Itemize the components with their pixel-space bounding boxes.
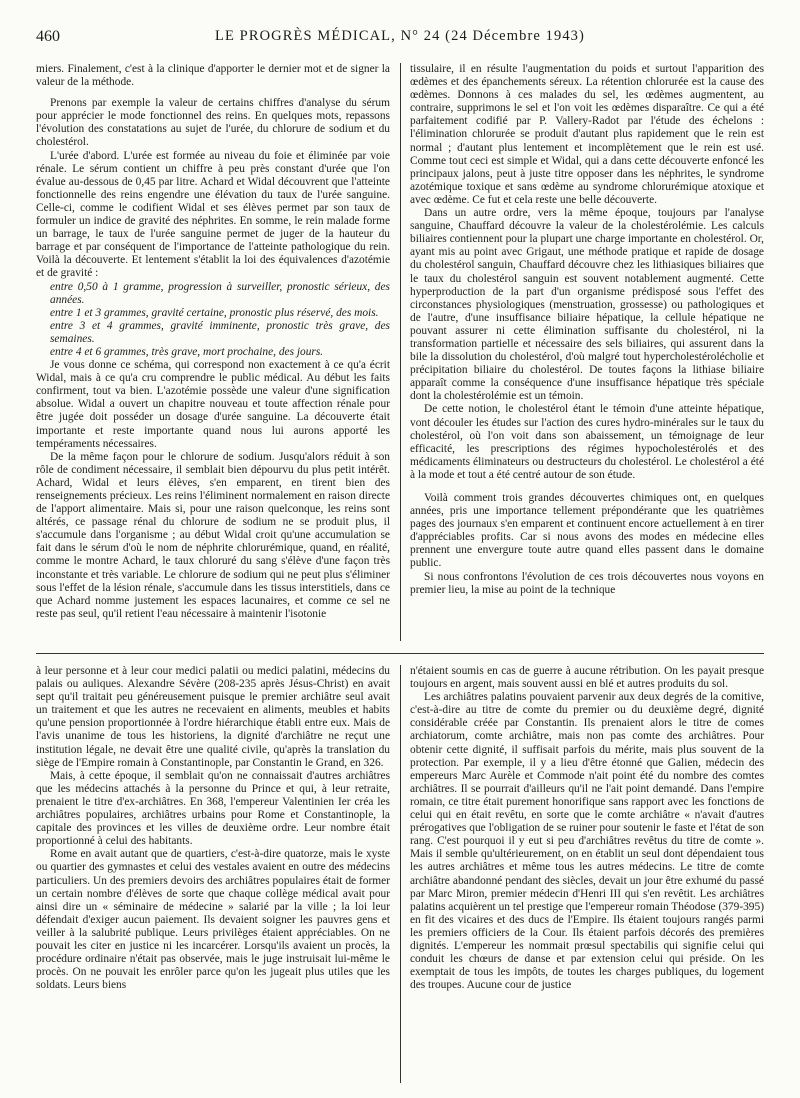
paragraph: Prenons par exemple la valeur de certains chiffres d'analyse du sérum pour apprécier le mode fonctionnel des reins. En quelques mots, repassons l'évolution des constatations au sujet de l'urée, du chlorure de sodium et du cholestérol. (36, 97, 390, 149)
paragraph: Voilà comment trois grandes découvertes chimiques ont, en quelques années, pris une importance tellement prépondérante que les quatrièmes pages des journaux s'en emparent et continuent encore actuellement à en tirer d'appréciables profits. Car si nous avons des modes en médecine elles prennent une envergure toute autre quand elles passent dans le domaine public. (410, 492, 764, 570)
top-right-column (410, 63, 764, 640)
section-divider (36, 653, 764, 654)
top-left-column (36, 63, 390, 640)
list-item: entre 3 et 4 grammes, gravité imminente, pronostic très grave, des semaines. (50, 319, 390, 345)
page-number: 460 (36, 28, 60, 45)
list-item: entre 1 et 3 grammes, gravité certaine, pronostic plus réservé, des mois. (50, 306, 379, 319)
list-item: entre 4 et 6 grammes, très grave, mort prochaine, des jours. (50, 345, 324, 358)
paragraph: L'urée d'abord. L'urée est formée au niveau du foie et éliminée par voie rénale. Le sérum contient un chiffre à peu près constant d'urée que l'on évalue au-dessous de 0,45 par litre. Achard et Widal découvrent que l'atteinte fonctionnelle des reins engendre une élévation du taux de l'urée sanguine. Celle-ci, comme le codifient Widal et ses élèves permet par son taux de formuler un indice de gravité des néphrites. En somme, le rein malade forme un barrage, le taux de l'urée sanguine permet de juger de la hauteur du barrage et par conséquent de l'importance de l'atteinte pathologique du rein. Voilà la découverte. Et lentement s'établit la loi des équivalences d'azotémie et de gravité : (36, 149, 390, 280)
paragraph: miers. Finalement, c'est à la clinique d'apporter le dernier mot et de signer la valeur de la méthode. (36, 63, 390, 89)
bottom-left-column (36, 665, 390, 1085)
paragraph: Je vous donne ce schéma, qui correspond non exactement à ce qu'a écrit Widal, mais à ce qu'a cru comprendre le public médical. Au début les faits confirment, tout va bien. L'azotémie possède une valeur d'une signification absolue. Widal a ouvert un chapitre nouveau et toute affection rénale pour être jugée doit posséder un dosage d'urée sanguine. La découverte était importante et reste importante quand nous lui aurons apporté les tempéraments nécessaires. (36, 359, 390, 450)
journal-title: LE PROGRÈS MÉDICAL, N° 24 (24 Décembre 1943) (215, 28, 585, 44)
paragraph: Rome en avait autant que de quartiers, c'est-à-dire quatorze, mais le xyste ou quartier des gymnastes et celui des vestales avaient en outre des médecins particuliers. Un des premiers devoirs des archiâtres populaires était de former un certain nombre d'élèves de sorte que chaque collège médical avait pour ainsi dire un « séminaire de médecine » salarié par la ville ; la loi leur défendait d'exiger aucun paiement. Ils devaient soigner les pauvres gens et veiller à la salubrité publique. Leurs privilèges étaient appréciables. On ne pouvait les citer en justice ni les incarcérer. Lorsqu'ils avaient un procès, la procédure ordinaire n'était pas observée, mais le juge instruisait lui-même le procès. On ne pouvait les enrôler parce qu'on les jugeait plus utiles que les soldats. Leurs biens (36, 848, 390, 992)
column-divider (400, 63, 401, 641)
paragraph: à leur personne et à leur cour medici palatii ou medici palatini, médecins du palais ou auliques. Alexandre Sévère (208-235 après Jésus-Christ) en avait sept qu'il traitait peu généreusement puisque le premier archiâtre seul avait un traitement et que les autres ne recevaient en aliments, meubles et habits qu'une pension proportionnée à l'ordre hiérarchique établi entre eux. Mais de l'avis unanime de tous les historiens, la dignité d'archiâtre ne reçut une institution légale, ne devait être une qualité civile, qu'après la translation du siège de l'Empire romain à Constantinople, par Constantin le Grand, en 326. (36, 665, 390, 769)
column-divider (400, 665, 401, 1083)
paragraph: De la même façon pour le chlorure de sodium. Jusqu'alors réduit à son rôle de condiment nécessaire, il semblait bien dépourvu du plus petit intérêt. Achard, Widal et leurs élèves, s'en emparent, en tirent bien des renseignements précieux. Les reins l'éliminent normalement en raison directe de l'apport alimentaire. Mais si, pour une raison quelconque, les reins sont altérés, ce passage rénal du chlorure de sodium ne se produit plus, il s'accumule dans l'organisme ; au début Widal croit qu'une accumulation se fait dans le sérum d'où le nom de néphrite chlorurémique, quand, en réalité, comme le montre Achard, le taux chloruré du sang s'élève d'une façon très inconstante et très variable. Le chlorure de sodium qui ne peut plus s'éliminer sous l'effet de la lésion rénale, s'accumule dans les tissus interstitiels, dans ce que Achard nomme justement les espaces lacunaires, et comme ce sel ne reste pas seul, qu'il retient l'eau nécessaire à maintenir l'isotonie (36, 450, 390, 620)
paragraph: De cette notion, le cholestérol étant le témoin d'une atteinte hépatique, vont découler les études sur l'action des cures hydro-minérales sur le taux du cholestérol, où l'on voit dans son abaissement, un témoignage de leur efficacité, les prescriptions des régimes hypocholestérolés et des médicaments éliminateurs ou destructeurs du cholestérol. Le cholestérol a été à la mode et tout a été centré autour de son étude. (410, 403, 764, 481)
list-item: entre 0,50 à 1 gramme, progression à surveiller, pronostic sérieux, des années. (50, 280, 390, 306)
paragraph: n'étaient soumis en cas de guerre à aucune rétribution. On les payait presque toujours en argent, mais souvent aussi en blé et autres produits du sol. (410, 665, 764, 691)
paragraph: Les archiâtres palatins pouvaient parvenir aux deux degrés de la comitive, c'est-à-dire au titre de comte du premier ou du deuxième degré, dignité considérable créée par Constantin. Ils prenaient alors le titre de comes archiatorum, comte archiâtre, mais non pas comte des archiâtres. Pour obtenir cette dignité, il suffisait parfois du mérite, mais plus souvent de la protection. Par exemple, il y a lieu d'être étonné que Galien, médecin des empereurs Marc Aurèle et Commode n'ait point été du nombre des comtes archiâtres. Il se pourrait d'ailleurs qu'il ne l'ait point demandé. Dans l'empire romain, ce titre était purement honorifique sans rapport avec les fonctions de celui qui en était revêtu, en sorte que le comte archiâtre « n'avait d'autres prérogatives que l'obligation de se ruiner pour soutenir le faste et l'état de son rang. C'est pourquoi il y eut si peu d'archiâtres revêtus du titre de comte ». Mais il semble qu'ultérieurement, on en établit un seul dont dépendaient tous les autres archiâtres et même tous les autres médecins. Le titre de comte archiâtre abandonné pendant des siècles, devait un jour être exhumé du passé par Marc Miron, premier médecin d'Henri III qui s'en revêtit. Les archiâtres palatins acquièrent un tel prestige que l'empereur romain Théodose (379-395) en fit des vicaires et des ducs de l'Empire. Ils étaient toujours rangés parmi les premiers officiers de la Cour. Ils étaient parfois décorés des premières dignités. L'empereur les nommait prœsul spectabilis qui signifie celui qui conduit les chœurs de danse et par extension celui qui préside. On les exemptait de tous les impôts, de toutes les charges publiques, du logement des troupes. Aucune cour de justice (410, 691, 764, 992)
page-header (30, 28, 770, 50)
paragraph: Mais, à cette époque, il semblait qu'on ne connaissait d'autres archiâtres que les médecins attachés à la personne du Prince et qui, à leur retraite, prenaient le titre d'ex-archiâtres. En 368, l'empereur Valentinien Ier créa les archiâtres populaires, archiâtres urbains pour Rome et Constantinople, la capitale des provinces et les villes de deuxième ordre. Leur nombre était proportionné à celui des habitants. (36, 769, 390, 848)
paragraph: Dans un autre ordre, vers la même époque, toujours par l'analyse sanguine, Chauffard découvre la valeur de la cholestérolémie. Les calculs biliaires contiennent pour la plupart une charge importante en cholestérol. Or, ayant mis au point avec Grigaut, une méthode pratique et rapide de dosage du cholestérol sanguin, Chauffard découvre chez les lithiasiques biliaires que le taux du cholestérol sanguin est souvent notablement augmenté. Cette hyperproduction de la part d'un organisme prédisposé sous l'effet des circonstances physiologiques (menstruation, grossesse) ou pathologiques et de l'autre, d'une insuffisance biliaire hépatique, la cellule hépatique ne pouvant assurer ni cette élimination suffisante du cholestérol, ni la transformation partielle et nécessaire des sels biliaires, qui assurent dans la bile la dissolution du cholestérol, d'où malgré tout hypercholestérolécholie et précipitation biliaire du cholestérol. De toutes façons la lithiase biliaire apparaît comme la conséquence d'une insuffisance hépatique très spéciale dont la cholestérolémie est un témoin. (410, 207, 764, 403)
bottom-right-column (410, 665, 764, 1085)
paragraph: Si nous confrontons l'évolution de ces trois découvertes nous voyons en premier lieu, la mise au point de la technique (410, 570, 764, 596)
paragraph: tissulaire, il en résulte l'augmentation du poids et surtout l'apparition des œdèmes et des épanchements séreux. La rétention chlorurée est la cause des œdèmes. Donnons à ces malades du sel, les œdèmes augmentent, au contraire, supprimons le sel et l'on voit les œdèmes disparaître. Ce qui a été parfaitement codifié par P. Vallery-Radot par l'étude des échelons : l'élimination chlorurée se produit d'autant plus rapidement que le rein est normal ; d'autant plus lentement et incomplètement que le rein est usé. Comme tout ceci est simple et Widal, qui a dans cette découverte enfoncé les principaux jalons, peut à juste titre opposer dans les néphrites, le syndrome azotémique toxique et sans œdème au syndrome chlorurémique atoxique et avec œdème. Ce fut et cela reste une belle découverte. (410, 63, 764, 206)
